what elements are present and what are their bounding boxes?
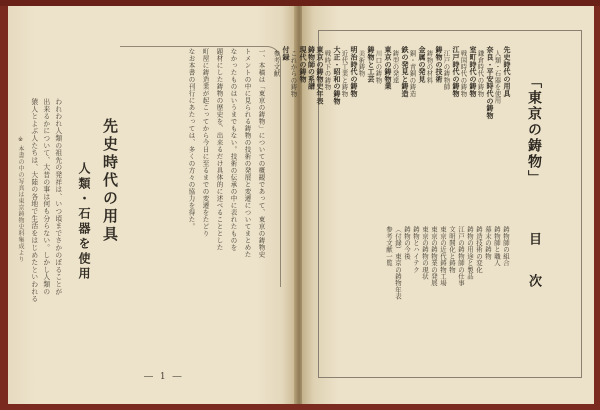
toc-entry: 鋳型の発達 <box>391 50 400 84</box>
right-page <box>272 6 594 404</box>
toc-entry: 東京の鋳物業の発展 <box>430 226 438 287</box>
toc-entry: 東京の鋳物業 <box>384 46 393 90</box>
toc-entry: 鋳物と工芸 <box>367 46 376 83</box>
toc-entry: 東京の鋳物の現状 <box>421 226 429 280</box>
preface-line: 町屋に鋳造業が起こってから今日に至るまでの変遷をたどり <box>201 48 210 237</box>
toc-entry: 奈良・平安時代の鋳物 <box>486 46 495 119</box>
toc-entry: 近代工業と鋳物 <box>340 50 349 97</box>
preface-line: なかったものはいうまでもない。技術の伝承の中に表れたものを <box>229 48 238 251</box>
toc-entry: 鋳造技術の変化 <box>475 226 483 273</box>
preface-line: トメントの中に見られる鋳物の技術の発展と変遷についてまとめた <box>243 48 252 258</box>
toc-entry: 美術鋳物 <box>357 50 366 77</box>
toc-entry: 参考文献一覧 <box>385 226 393 267</box>
toc-entry: これからの鋳物 <box>289 50 298 97</box>
toc-entry: 鋳物の今後 <box>403 226 411 260</box>
toc-entry: 鋳物の技術 <box>435 46 444 83</box>
page-number: ― 1 ― <box>144 372 184 382</box>
footnote: ※ 本書の中の写真は東京鋳物史料集成より <box>17 136 24 263</box>
toc-entry: 鋳物師の組合 <box>502 226 510 267</box>
preface-line: なお本書の刊行にあたっては、多くの方々の協力を得た。 <box>187 48 196 230</box>
toc-entry: 戦時下の鋳物 <box>323 50 332 91</box>
toc-entry: 大正・昭和の鋳物 <box>333 46 342 105</box>
toc-entry: 銅・青銅の鋳造 <box>408 50 417 97</box>
toc-book-title: 「東京の鋳物」 <box>526 74 542 186</box>
toc-entry: 川口の鋳物 <box>374 50 383 84</box>
toc-entry: 江戸時代の鋳物 <box>452 46 461 98</box>
toc-entry: 人類・石器を使用 <box>493 50 502 104</box>
toc-heading: 目 次 <box>526 232 541 295</box>
toc-entry: 鋳物の材料 <box>425 50 434 84</box>
toc-entry: 東京の近代鋳物工場 <box>439 226 447 287</box>
toc-entry: 幕末の鋳物 <box>484 226 492 260</box>
toc-entry: 付録 <box>282 46 291 61</box>
toc-entry: 先史時代の用具 <box>503 46 512 98</box>
toc-entry: 参考文献 <box>272 50 281 77</box>
left-page <box>8 6 296 404</box>
toc-entry: 明治時代の鋳物 <box>350 46 359 98</box>
chapter-subtitle: 人類・石器を使用 <box>77 162 91 282</box>
toc-entry: 鋳物の用途と製品 <box>466 226 474 280</box>
toc-entry: 鉄の発見と鋳造 <box>401 46 410 98</box>
toc-entry: 金属の発見 <box>418 46 427 83</box>
body-line: われわれ人類の祖先の発祥は、いつ頃までさかのぼることが <box>53 98 62 296</box>
toc-entry: 室町時代の鋳物 <box>469 46 478 98</box>
toc-entry: 戦国時代の鋳物 <box>459 50 468 97</box>
chapter-title: 先史時代の用具 <box>101 118 119 244</box>
toc-entry: 江戸の鋳物師の仕事 <box>457 226 465 287</box>
body-line: 猿人とよぶ人たちは、大陸の各地で生活をはじめたといわれる <box>29 98 38 303</box>
toc-entry: 文明開化と鋳物 <box>448 226 456 273</box>
toc-entry: 現代の鋳物 <box>299 46 308 83</box>
toc-entry: 鎌倉時代の鋳物 <box>476 50 485 97</box>
preface-bracket <box>120 46 281 287</box>
toc-entry: （付録）東京の鋳物年表 <box>394 226 402 300</box>
toc-entry: 鋳物とハイテク <box>412 226 420 273</box>
preface-line: 題材にした鋳物の歴史を、出来るだけ具体的に述べることとした <box>215 48 224 251</box>
toc-entry: 鋳物師の系譜 <box>307 46 317 90</box>
toc-entry: 江戸の鋳物師 <box>442 50 451 91</box>
body-line: 出来るかについて、大昔の事は何も分らない。しかし人類の <box>41 98 50 296</box>
toc-entry: 東京の鋳物史年表 <box>316 46 325 105</box>
preface-line: 一、本稿は「東京の鋳物」についての概観であって、東京の鋳物史 <box>257 48 266 258</box>
toc-entry: 鋳物師と職人 <box>493 226 501 267</box>
